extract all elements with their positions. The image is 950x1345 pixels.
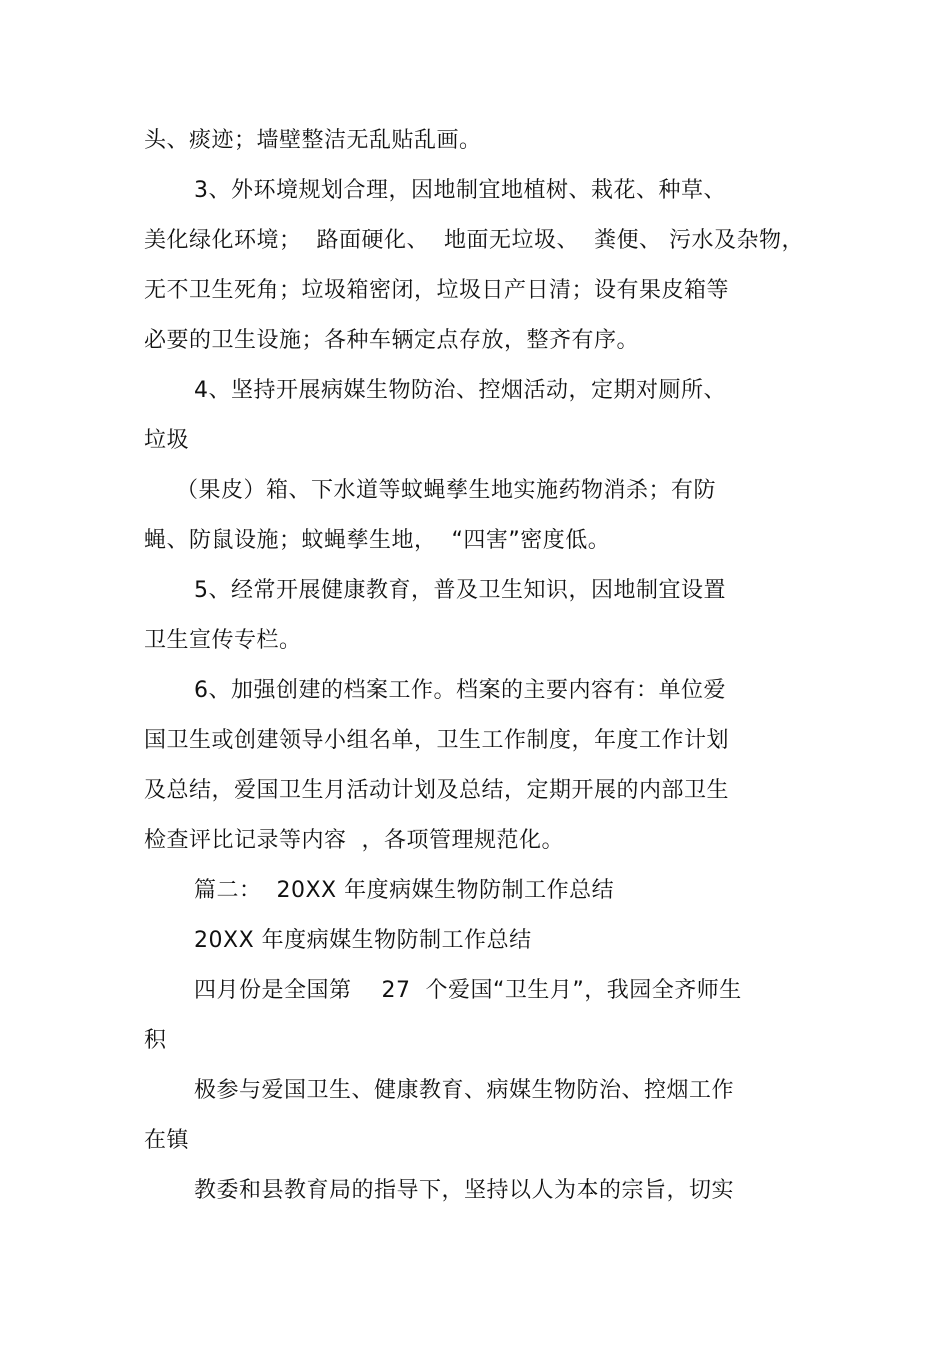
text-line: 积	[144, 1028, 167, 1053]
text-line: 蝇、防鼠设施；蚊蝇孳生地， “四害”密度低。	[144, 528, 611, 553]
text-line: 4、坚持开展病媒生物防治、控烟活动，定期对厕所、	[194, 378, 726, 403]
text-line: 极参与爱国卫生、健康教育、病媒生物防治、控烟工作	[194, 1078, 735, 1103]
text-line: 6、加强创建的档案工作。档案的主要内容有：单位爱	[194, 678, 726, 703]
text-line: 卫生宣传专栏。	[144, 628, 302, 653]
section-heading: 篇二： 20XX 年度病媒生物防制工作总结	[194, 878, 615, 903]
text-line: 国卫生或创建领导小组名单，卫生工作制度，年度工作计划	[144, 728, 730, 753]
text-line: 3、外环境规划合理，因地制宜地植树、栽花、种草、	[194, 178, 726, 203]
text-line: 垃圾	[144, 428, 190, 453]
document-title: 20XX 年度病媒生物防制工作总结	[194, 928, 532, 953]
text-line: （果皮）箱、下水道等蚊蝇孳生地实施药物消杀；有防	[176, 478, 717, 503]
text-line: 在镇	[144, 1128, 190, 1153]
text-line: 教委和县教育局的指导下，坚持以人为本的宗旨，切实	[194, 1178, 735, 1203]
text-line: 头、痰迹；墙壁整洁无乱贴乱画。	[144, 128, 482, 153]
text-line: 5、经常开展健康教育，普及卫生知识，因地制宜设置	[194, 578, 726, 603]
text-line: 检查评比记录等内容 ，各项管理规范化。	[144, 828, 564, 853]
text-line: 及总结，爱国卫生月活动计划及总结，定期开展的内部卫生	[144, 778, 730, 803]
text-line: 无不卫生死角；垃圾箱密闭，垃圾日产日清；设有果皮箱等	[144, 278, 730, 303]
text-line: 四月份是全国第 27 个爱国“卫生月”，我园全齐师生	[194, 978, 742, 1003]
text-line: 美化绿化环境； 路面硬化、 地面无垃圾、 粪便、 污水及杂物，	[144, 228, 804, 253]
text-line: 必要的卫生设施；各种车辆定点存放，整齐有序。	[144, 328, 640, 353]
